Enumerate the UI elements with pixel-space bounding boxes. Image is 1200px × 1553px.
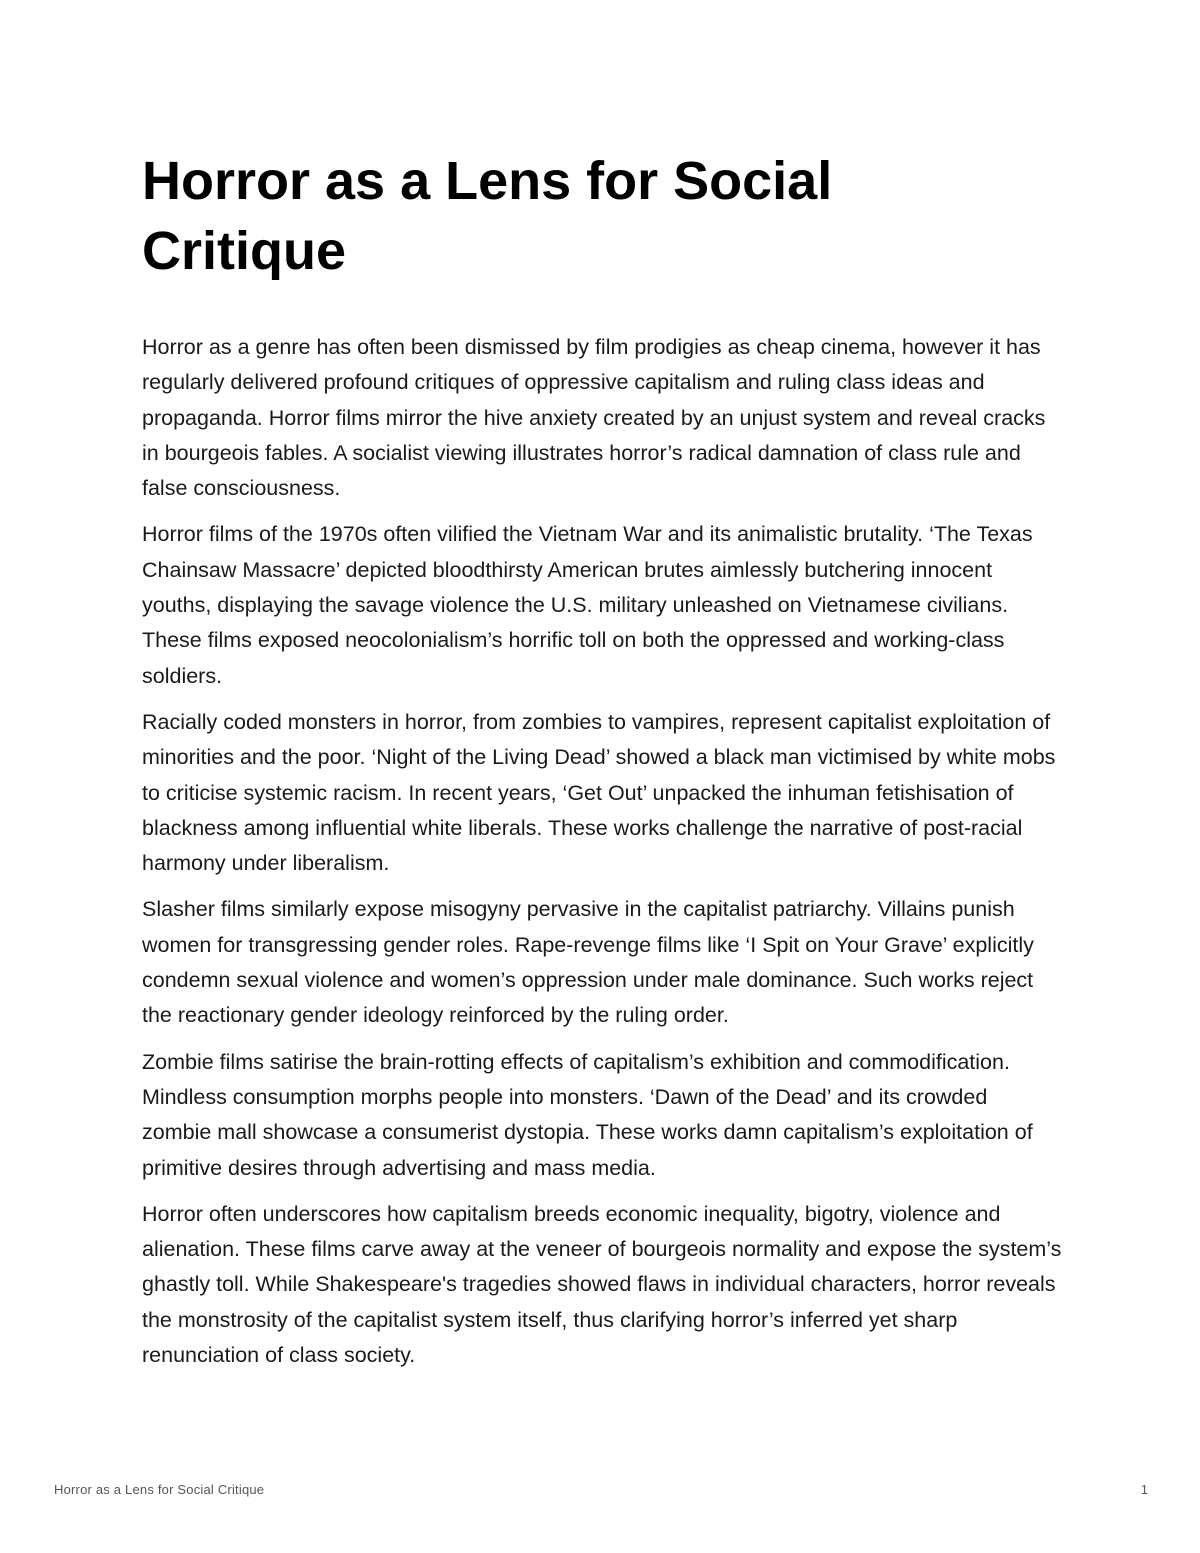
paragraph-1: Horror as a genre has often been dismissed by film prodigies as cheap cinema, however it has regularly delivered profound critiques of oppressive capitalism and ruling class ideas and propaganda. Horror films mirror the hive anxiety created by an unjust system and reveal cracks in bourgeois fables. A socialist viewing illustrates horror’s radical damnation of class rule and false consciousness.	[142, 335, 1046, 501]
page-title: Horror as a Lens for Social Critique	[142, 151, 833, 281]
footer-document-title: Horror as a Lens for Social Critique	[54, 1482, 265, 1497]
paragraph-2: Horror films of the 1970s often vilified the Vietnam War and its animalistic brutality. ‘The Texas Chainsaw Massacre’ depicted bloodthirsty American brutes aimlessly butchering innocent youths, displaying the savage violence the U.S. military unleashed on Vietnamese civilians. These films exposed neocolonialism’s horrific toll on both the oppressed and working-class soldiers.	[142, 522, 1033, 688]
document-body	[142, 330, 1062, 1384]
paragraph-4: Slasher films similarly expose misogyny pervasive in the capitalist patriarchy. Villains punish women for transgressing gender roles. Rape-revenge films like ‘I Spit on Your Grave’ explicitly condemn sexual violence and women’s oppression under male dominance. Such works reject the reactionary gender ideology reinforced by the ruling order.	[142, 897, 1034, 1028]
paragraph-3: Racially coded monsters in horror, from zombies to vampires, represent capitalist exploitation of minorities and the poor. ‘Night of the Living Dead’ showed a black man victimised by white mobs to criticise systemic racism. In recent years, ‘Get Out’ unpacked the inhuman fetishisation of blackness among influential white liberals. These works challenge the narrative of post-racial harmony under liberalism.	[142, 709, 1056, 876]
paragraph-5: Zombie films satirise the brain-rotting effects of capitalism’s exhibition and commodification. Mindless consumption morphs people into monsters. ‘Dawn of the Dead’ and its crowded zombie mall showcase a consumerist dystopia. These works damn capitalism’s exploitation of primitive desires through advertising and mass media.	[142, 1049, 1033, 1180]
paragraph-6: Horror often underscores how capitalism breeds economic inequality, bigotry, violence and alienation. These films carve away at the veneer of bourgeois normality and expose the system’s ghastly toll. While Shakespeare's tragedies showed flaws in individual characters, horror reveals the monstrosity of the capitalist system itself, thus clarifying horror’s inferred yet sharp renunciation of class society.	[142, 1201, 1062, 1368]
footer-page-number: 1	[1140, 1482, 1148, 1497]
